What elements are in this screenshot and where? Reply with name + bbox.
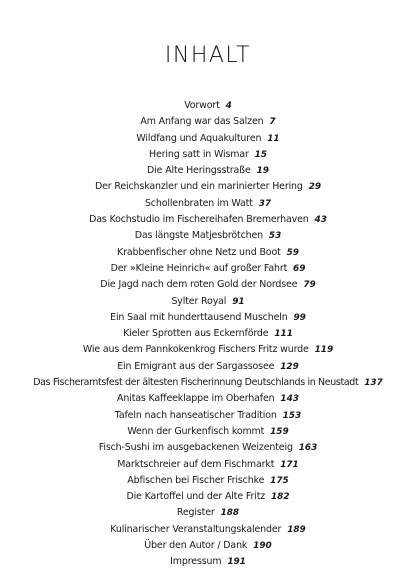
toc-entry-title: Der Reichskanzler und ein marinierter Hering: [94, 181, 303, 193]
toc-entry-page-number: 189: [287, 524, 306, 535]
toc-entry-page-number: 159: [270, 426, 289, 437]
toc-entry-title: Anitas Kaffeeklappe im Oberhafen: [117, 393, 275, 405]
toc-entry-title: Das Kochstudio im Fischereihafen Bremerhaven: [89, 214, 309, 226]
toc-entry-page-number: 171: [280, 459, 299, 470]
toc-entry-page-number: 153: [282, 410, 302, 421]
toc-entry-page-number: 129: [280, 361, 299, 372]
toc-entry: [3, 457, 413, 473]
toc-entry-title: Das längste Matjesbrötchen: [134, 230, 264, 242]
toc-entry: [3, 228, 413, 244]
toc-entry: [3, 163, 413, 179]
toc-entry-title: Das Fischeramtsfest der ältesten Fischerinnung Deutschlands in Neustadt: [33, 377, 359, 389]
toc-entry: [3, 114, 413, 130]
toc-entry: [3, 277, 413, 293]
toc-entry-title: Die Alte Heringsstraße: [147, 165, 251, 177]
toc-entry-page-number: 91: [232, 296, 245, 307]
toc-entry-title: Über den Autor / Dank: [144, 540, 248, 552]
toc-entry-title: Die Kartoffel und der Alte Fritz: [126, 491, 266, 503]
toc-entry: [3, 440, 413, 456]
toc-entry-title: Tafeln nach hanseatischer Tradition: [114, 409, 277, 421]
toc-entry-title: Die Jagd nach dem roten Gold der Nordsee: [100, 279, 298, 291]
toc-entry: [3, 245, 413, 261]
toc-entry: [3, 261, 413, 277]
toc-entry-page-number: 191: [227, 557, 246, 568]
toc-entry: [3, 179, 413, 195]
toc-entry: [3, 408, 413, 424]
toc-entry: [3, 505, 413, 521]
toc-entry-title: Wildfang und Aquakulturen: [136, 132, 262, 144]
toc-entry-title: Hering satt in Wismar: [148, 148, 249, 160]
toc-entry-title: Fisch-Sushi im ausgebackenen Weizenteig: [98, 442, 293, 454]
toc-entry-page-number: 59: [286, 247, 299, 258]
toc-entry-title: Ein Saal mit hunderttausend Muscheln: [110, 311, 288, 323]
toc-entry-title: Am Anfang war das Salzen: [140, 116, 264, 128]
toc-entry-page-number: 69: [293, 263, 306, 274]
toc-entry: [3, 131, 413, 147]
table-of-contents: [0, 98, 416, 571]
toc-entry-page-number: 37: [258, 198, 272, 209]
toc-entry-page-number: 163: [298, 443, 318, 454]
toc-entry: [3, 212, 413, 228]
toc-entry-page-number: 19: [256, 166, 269, 177]
toc-entry-title: Impressum: [170, 556, 222, 568]
toc-entry-page-number: 79: [303, 280, 316, 291]
toc-entry-title: Abfischen bei Fischer Frischke: [127, 474, 265, 486]
toc-entry-page-number: 188: [220, 508, 240, 519]
toc-entry: [3, 473, 413, 489]
toc-entry-page-number: 182: [271, 492, 290, 503]
toc-entry-title: Marktschreier auf dem Fischmarkt: [117, 458, 275, 470]
toc-entry-page-number: 15: [254, 149, 268, 160]
toc-entry-title: Krabbenfischer ohne Netz und Boot: [117, 246, 281, 258]
toc-entry-page-number: 4: [225, 101, 232, 111]
toc-entry-title: Schollenbraten im Watt: [144, 197, 253, 209]
toc-entry-page-number: 7: [269, 117, 276, 128]
toc-entry: [3, 375, 413, 391]
toc-entry-title: Ein Emigrant aus der Sargassosee: [117, 360, 275, 372]
toc-entry-title: Der »Kleine Heinrich« auf großer Fahrt: [110, 262, 288, 274]
toc-entry: [3, 424, 413, 440]
toc-entry: [3, 489, 413, 505]
toc-entry-title: Kulinarischer Veranstaltungskalender: [110, 523, 282, 535]
toc-entry: [3, 310, 413, 326]
toc-entry: [3, 342, 413, 358]
toc-entry: [3, 196, 413, 212]
toc-entry: [3, 391, 413, 407]
toc-entry: [3, 554, 413, 570]
toc-entry-page-number: 143: [280, 394, 299, 405]
toc-entry-page-number: 190: [253, 541, 272, 552]
toc-entry-page-number: 175: [270, 475, 289, 486]
toc-entry-page-number: 53: [268, 231, 282, 242]
toc-entry: [3, 522, 413, 538]
toc-entry: [3, 147, 413, 163]
toc-entry-title: Wenn der Gurkenfisch kommt: [127, 425, 265, 437]
toc-entry: [3, 98, 413, 114]
toc-entry-page-number: 137: [364, 378, 383, 389]
toc-entry-title: Wie aus dem Pannkokenkrog Fischers Fritz wurde: [82, 344, 309, 356]
toc-entry-page-number: 43: [314, 215, 327, 226]
toc-entry-page-number: 119: [314, 345, 334, 356]
toc-entry: [3, 326, 413, 342]
toc-entry: [3, 294, 413, 310]
toc-entry-page-number: 11: [267, 133, 280, 144]
toc-entry-page-number: 29: [308, 182, 322, 193]
toc-entry-title: Register: [176, 507, 215, 519]
toc-entry: [3, 359, 413, 375]
toc-entry: [3, 538, 413, 554]
toc-entry-page-number: 111: [274, 329, 293, 340]
toc-entry-page-number: 99: [293, 312, 306, 323]
toc-entry-title: Kieler Sprotten aus Eckernförde: [123, 328, 269, 340]
toc-entry-title: Vorwort: [184, 100, 220, 111]
page-title: INHALT: [164, 43, 252, 68]
toc-entry-title: Sylter Royal: [171, 295, 227, 307]
